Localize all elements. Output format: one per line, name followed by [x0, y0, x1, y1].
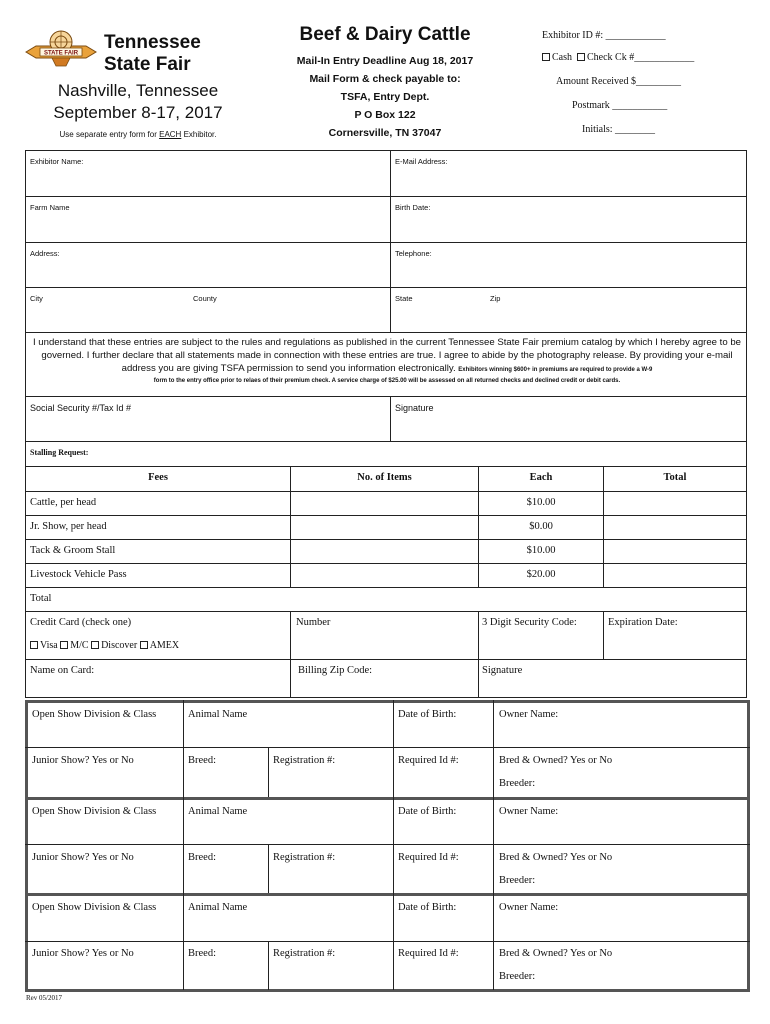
payment-method — [542, 52, 694, 63]
required-id-field[interactable]: Required Id #: — [398, 852, 459, 863]
grid-line — [25, 150, 26, 442]
city-field[interactable]: City — [30, 294, 43, 303]
grid-line — [25, 515, 747, 516]
fee-item: Jr. Show, per head — [30, 521, 107, 532]
grid-line — [25, 700, 750, 703]
mail-line: P O Box 122 — [354, 109, 416, 121]
grid-line — [25, 287, 747, 288]
division-class-field[interactable]: Open Show Division & Class — [32, 806, 157, 817]
total-header: Total — [663, 472, 687, 483]
w9-notice: form to the entry office prior to relaes of their premium check. A service charge of $25.00 will be assessed on all returned checks and declined credit or debit cards. — [153, 378, 621, 384]
grid-line — [393, 700, 394, 990]
grid-line — [25, 941, 750, 942]
grid-line — [25, 989, 750, 992]
breeder-field[interactable]: Breeder: — [499, 971, 536, 982]
amex-checkbox[interactable] — [140, 641, 148, 649]
date-of-birth-field[interactable]: Date of Birth: — [398, 709, 457, 720]
grid-line — [25, 242, 747, 243]
grid-line — [25, 491, 747, 492]
amount-received-field[interactable]: Amount Received $_________ — [556, 76, 681, 87]
cash-label: Cash — [552, 52, 572, 63]
fee-item: Tack & Groom Stall — [30, 545, 116, 556]
svg-text:STATE FAIR: STATE FAIR — [43, 50, 79, 57]
card-signature-field[interactable]: Signature — [482, 665, 523, 676]
grid-line — [390, 150, 391, 332]
card-number-field[interactable]: Number — [296, 617, 331, 628]
fair-name-line2: State Fair — [104, 54, 191, 75]
fee-price: $10.00 — [526, 497, 556, 508]
junior-show-field[interactable]: Junior Show? Yes or No — [32, 755, 134, 766]
junior-show-field[interactable]: Junior Show? Yes or No — [32, 852, 134, 863]
grid-line — [25, 150, 747, 151]
animal-name-field[interactable]: Animal Name — [188, 806, 248, 817]
fee-price: $10.00 — [526, 545, 556, 556]
telephone-field[interactable]: Telephone: — [395, 249, 432, 258]
grid-line — [25, 563, 747, 564]
grid-line — [25, 659, 747, 660]
division-class-field[interactable]: Open Show Division & Class — [32, 709, 157, 720]
visa-checkbox[interactable] — [30, 641, 38, 649]
grid-line — [290, 611, 291, 697]
grid-line — [25, 587, 747, 588]
county-field[interactable]: County — [193, 294, 217, 303]
grid-line — [290, 466, 291, 587]
event-title: Beef & Dairy Cattle — [299, 24, 471, 45]
grid-line — [747, 700, 750, 992]
animal-name-field[interactable]: Animal Name — [188, 902, 248, 913]
grid-line — [25, 611, 747, 612]
fair-city: Nashville, Tennessee — [57, 81, 219, 100]
exhibitor-id-field[interactable]: Exhibitor ID #: ____________ — [542, 30, 666, 41]
address-field[interactable]: Address: — [30, 249, 60, 258]
fair-name — [104, 32, 201, 76]
grid-line — [25, 332, 747, 333]
exhibitor-signature-field[interactable]: Signature — [395, 403, 434, 413]
registration-field[interactable]: Registration #: — [273, 755, 336, 766]
expiration-date-field[interactable]: Expiration Date: — [608, 617, 678, 628]
grid-line — [478, 611, 479, 697]
farm-name-field[interactable]: Farm Name — [30, 203, 70, 212]
grid-line — [25, 539, 747, 540]
grid-line — [25, 196, 747, 197]
grid-line — [268, 747, 269, 797]
date-of-birth-field[interactable]: Date of Birth: — [398, 902, 457, 913]
grid-line — [25, 697, 747, 698]
name-on-card-field[interactable]: Name on Card: — [30, 665, 95, 676]
fair-dates: September 8-17, 2017 — [53, 103, 223, 122]
fee-price: $20.00 — [526, 569, 556, 580]
bred-owned-field[interactable]: Bred & Owned? Yes or No — [499, 948, 613, 959]
card-type-options: Visa M/C Discover AMEX — [30, 640, 179, 651]
mc-checkbox[interactable] — [60, 641, 68, 649]
entry-note: Use separate entry form for EACH Exhibitor. — [59, 130, 217, 139]
grid-line — [25, 747, 750, 748]
fee-item: Livestock Vehicle Pass — [30, 569, 127, 580]
mail-instructions — [280, 52, 490, 142]
credit-card-label: Credit Card (check one) — [30, 617, 132, 628]
grid-line — [493, 700, 494, 990]
state-fair-logo — [22, 30, 100, 74]
date-of-birth-field[interactable]: Date of Birth: — [398, 806, 457, 817]
mail-line: Cornersville, TN 37047 — [328, 127, 442, 139]
grid-line — [25, 797, 750, 800]
mail-line: TSFA, Entry Dept. — [340, 91, 430, 103]
fees-total-label: Total — [30, 593, 52, 604]
bred-owned-field[interactable]: Bred & Owned? Yes or No — [499, 755, 613, 766]
grid-line — [603, 611, 604, 659]
owner-name-field[interactable]: Owner Name: — [499, 709, 559, 720]
check-checkbox[interactable] — [577, 53, 585, 61]
revision-note: Rev 05/2017 — [26, 994, 62, 1002]
division-class-field[interactable]: Open Show Division & Class — [32, 902, 157, 913]
required-id-field[interactable]: Required Id #: — [398, 755, 459, 766]
breeder-field[interactable]: Breeder: — [499, 875, 536, 886]
exhibitor-name-field[interactable]: Exhibitor Name: — [30, 157, 84, 166]
stalling-request-label: Stalling Request: — [30, 448, 89, 457]
breed-field[interactable]: Breed: — [188, 755, 216, 766]
postmark-field[interactable]: Postmark ___________ — [572, 100, 668, 111]
ssn-field[interactable]: Social Security #/Tax Id # — [30, 403, 132, 413]
grid-line — [268, 941, 269, 990]
fees-header: Fees — [148, 472, 168, 483]
grid-line — [25, 396, 747, 397]
breed-field[interactable]: Breed: — [188, 948, 216, 959]
mail-line: Mail Form & check payable to: — [309, 73, 461, 85]
discover-checkbox[interactable] — [91, 641, 99, 649]
breeder-field[interactable]: Breeder: — [499, 778, 536, 789]
fee-item: Cattle, per head — [30, 497, 97, 508]
zip-field[interactable]: Zip — [490, 294, 501, 303]
grid-line — [25, 700, 28, 992]
state-field[interactable]: State — [395, 294, 413, 303]
grid-line — [25, 844, 750, 845]
registration-field[interactable]: Registration #: — [273, 948, 336, 959]
billing-zip-field[interactable]: Billing Zip Code: — [298, 665, 373, 676]
fee-price: $0.00 — [529, 521, 553, 532]
grid-line — [183, 700, 184, 990]
initials-field[interactable]: Initials: ________ — [582, 124, 656, 135]
breed-field[interactable]: Breed: — [188, 852, 216, 863]
security-code-field[interactable]: 3 Digit Security Code: — [482, 617, 577, 628]
grid-line — [25, 893, 750, 896]
check-label: Check Ck #____________ — [587, 52, 695, 63]
cash-checkbox[interactable] — [542, 53, 550, 61]
grid-line — [746, 150, 747, 442]
registration-field[interactable]: Registration #: — [273, 852, 336, 863]
grid-line — [390, 396, 391, 441]
owner-name-field[interactable]: Owner Name: — [499, 902, 559, 913]
owner-name-field[interactable]: Owner Name: — [499, 806, 559, 817]
grid-line — [25, 441, 747, 442]
grid-line — [268, 844, 269, 893]
items-header: No. of Items — [357, 472, 412, 483]
mail-line: Mail-In Entry Deadline Aug 18, 2017 — [296, 55, 474, 67]
email-field[interactable]: E-Mail Address: — [395, 157, 448, 166]
fair-name-line1: Tennessee — [104, 32, 201, 53]
each-header: Each — [529, 472, 553, 483]
grid-line — [603, 466, 604, 587]
birth-date-field[interactable]: Birth Date: — [395, 203, 431, 212]
junior-show-field[interactable]: Junior Show? Yes or No — [32, 948, 134, 959]
animal-name-field[interactable]: Animal Name — [188, 709, 248, 720]
required-id-field[interactable]: Required Id #: — [398, 948, 459, 959]
grid-line — [25, 466, 747, 467]
bred-owned-field[interactable]: Bred & Owned? Yes or No — [499, 852, 613, 863]
agreement-text: I understand that these entries are subject to the rules and regulations as published in the current Tennessee State Fair premium catalog by which I hereby agree to be governed. I further declare that all statements made in connection with these entries are true. I agree to abide by the photography release. By providing your e-mail address you are giving TSFA permission to send you information electronically. Exhibitors winning $600+ in premiums are required to provide a W-9 — [32, 337, 742, 374]
